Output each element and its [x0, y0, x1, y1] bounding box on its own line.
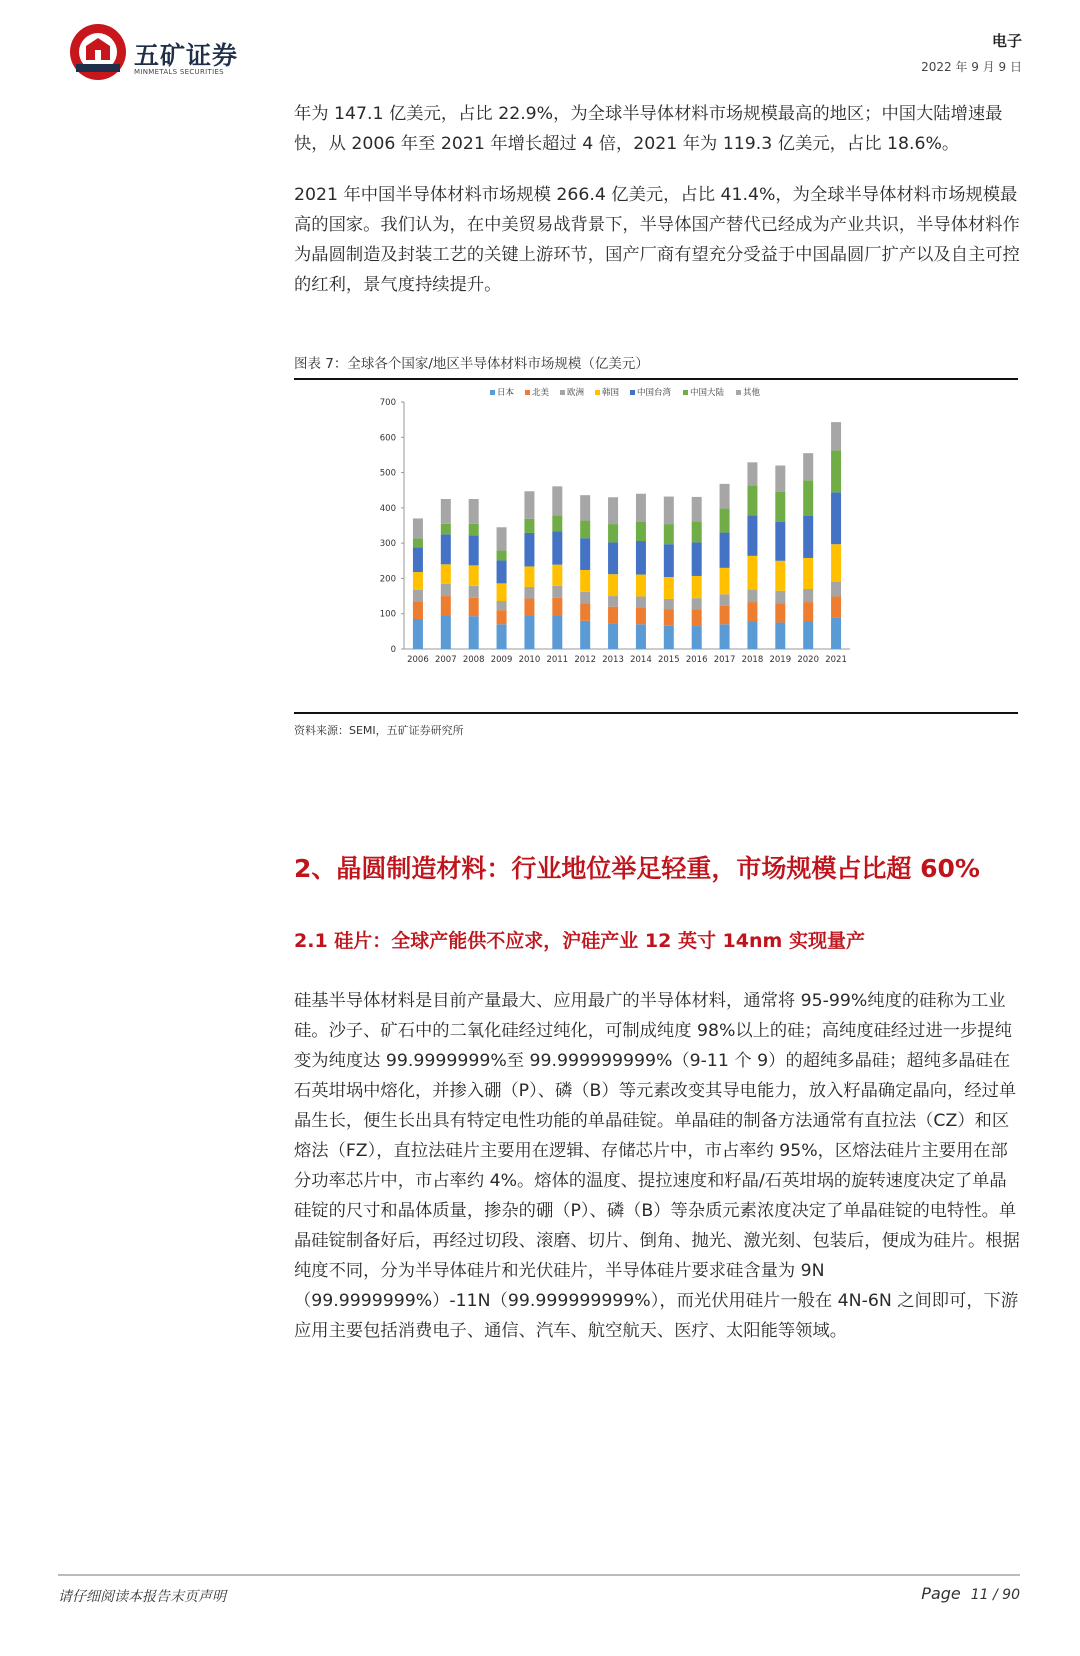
bar-segment	[608, 624, 618, 649]
bar-segment	[775, 603, 785, 622]
bar-segment	[469, 598, 479, 616]
y-tick-label: 200	[379, 574, 396, 585]
bar-segment	[497, 551, 507, 561]
bar-segment	[552, 565, 562, 586]
bar-segment	[747, 621, 757, 649]
bar-segment	[831, 582, 841, 597]
bar-segment	[747, 485, 757, 515]
bar-segment	[497, 583, 507, 601]
bar-segment	[803, 589, 813, 602]
bar-segment	[747, 515, 757, 556]
bar-segment	[747, 602, 757, 621]
bar-segment	[552, 586, 562, 598]
bar-segment	[469, 535, 479, 565]
y-tick-label: 300	[379, 539, 396, 550]
bar-segment	[636, 607, 646, 624]
bar-segment	[524, 533, 534, 567]
bar-segment	[664, 524, 674, 544]
x-tick-label: 2007	[434, 655, 457, 665]
bar-segment	[803, 621, 813, 649]
figure-bottom-rule	[294, 712, 1018, 714]
x-tick-label: 2019	[769, 655, 792, 665]
y-tick-label: 100	[379, 609, 396, 620]
x-tick-label: 2011	[546, 655, 569, 665]
report-sector: 电子	[991, 32, 1022, 50]
bar-segment	[497, 601, 507, 610]
bar-segment	[608, 574, 618, 596]
bar-segment	[720, 484, 730, 509]
bar-segment	[497, 624, 507, 649]
bar-segment	[664, 599, 674, 610]
legend-swatch	[630, 390, 635, 395]
bar-segment	[469, 586, 479, 598]
bar-segment	[803, 558, 813, 589]
bar-segment	[413, 547, 423, 572]
figure-caption: 图表 7：全球各个国家/地区半导体材料市场规模（亿美元）	[294, 356, 649, 372]
bar-segment	[720, 533, 730, 568]
brand-name-cn: 五矿证券	[134, 41, 239, 70]
bar-segment	[831, 492, 841, 544]
legend-label: 中国台湾	[637, 388, 672, 398]
bar-segment	[720, 509, 730, 533]
y-tick-label: 600	[379, 433, 396, 444]
bar-segment	[608, 542, 618, 574]
bar-segment	[831, 450, 841, 492]
report-date: 2022 年 9 月 9 日	[921, 60, 1022, 74]
paragraph-2: 2021 年中国半导体材料市场规模 266.4 亿美元，占比 41.4%，为全球半导体材料市场规模最高的国家。我们认为，在中美贸易战背景下，半导体国产替代已经成为产业共识，半导体材料作为晶圆制造及封装工艺的关键上游环节，国产厂商有望充分受益于中国晶圆厂扩产以及自主可控的红利，景气度持续提升。	[294, 185, 1020, 295]
bar-segment	[692, 626, 702, 649]
bar-segment	[636, 541, 646, 575]
bar-segment	[831, 618, 841, 649]
bar-segment	[608, 607, 618, 624]
bar-segment	[720, 594, 730, 606]
x-tick-label: 2014	[630, 655, 652, 665]
y-tick-label: 400	[379, 503, 396, 514]
bar-segment	[497, 527, 507, 550]
bar-segment	[831, 544, 841, 581]
bar-segment	[413, 590, 423, 602]
x-tick-label: 2020	[797, 655, 820, 665]
bar-segment	[608, 497, 618, 524]
legend-label: 北美	[532, 388, 550, 398]
legend-label: 韩国	[602, 388, 620, 398]
bar-segment	[441, 596, 451, 615]
bar-segment	[580, 495, 590, 520]
bar-segment	[552, 598, 562, 616]
page-label: Page	[921, 1584, 961, 1603]
paragraph-3: 硅基半导体材料是目前产量最大、应用最广的半导体材料，通常将 95-99%纯度的硅称为工业硅。沙子、矿石中的二氧化硅经过纯化，可制成纯度 98%以上的硅；高纯度硅经过进一步提纯变为纯度达 99.9999999%至 99.999999999%（9-11 个 9）的超纯多晶硅；超纯多晶硅在石英坩埚中熔化，并掺入硼（P）、磷（B）等元素改变其导电能力，放入籽晶确定晶向，经过单晶生长，便生长出具有特定电性功能的单晶硅锭。单晶硅的制备方法通常有直拉法（CZ）和区熔法（FZ），直拉法硅片主要用在逻辑、存储芯片中，市占率约 95%，区熔法硅片主要用在部分功率芯片中，市占率约 4%。熔体的温度、提拉速度和籽晶/石英坩埚的旋转速度决定了单晶硅锭的尺寸和晶体质量，掺杂的硼（P）、磷（B）等杂质元素浓度决定了单晶硅锭的电特性。单晶硅锭制备好后，再经过切段、滚磨、切片、倒角、抛光、激光刻、包装后，便成为硅片。根据纯度不同，分为半导体硅片和光伏硅片，半导体硅片要求硅含量为 9N（99.9999999%）-11N（99.999999999%），而光伏用硅片一般在 4N-6N 之间即可，下游应用主要包括消费电子、通信、汽车、航空航天、医疗、太阳能等领域。	[294, 991, 1020, 1341]
subsection-heading: 2.1 硅片：全球产能供不应求，沪硅产业 12 英寸 14nm 实现量产	[294, 930, 865, 952]
bar-segment	[524, 587, 534, 599]
bar-segment	[664, 626, 674, 649]
x-tick-label: 2008	[462, 655, 485, 665]
bar-segment	[469, 565, 479, 585]
bar-segment	[692, 598, 702, 609]
bar-segment	[552, 531, 562, 565]
x-tick-label: 2015	[657, 655, 680, 665]
bar-segment	[692, 497, 702, 521]
bar-segment	[580, 592, 590, 603]
bar-segment	[469, 524, 479, 536]
page-indicator	[921, 1584, 1020, 1603]
bar-segment	[441, 499, 451, 524]
bar-segment	[803, 480, 813, 515]
bar-segment	[664, 609, 674, 625]
bar-segment	[692, 542, 702, 576]
bar-segment	[524, 491, 534, 519]
bar-segment	[608, 596, 618, 607]
bar-segment	[775, 623, 785, 649]
bar-segment	[775, 591, 785, 603]
x-tick-label: 2012	[574, 655, 597, 665]
legend-label: 日本	[497, 388, 515, 398]
bar-segment	[497, 610, 507, 624]
bar-segment	[469, 499, 479, 524]
bar-segment	[636, 494, 646, 522]
x-tick-label: 2009	[490, 655, 513, 665]
bar-segment	[831, 422, 841, 450]
bar-segment	[692, 609, 702, 626]
x-tick-label: 2013	[602, 655, 624, 665]
bar-segment	[441, 534, 451, 564]
x-tick-label: 2021	[825, 655, 847, 665]
bar-segment	[552, 486, 562, 515]
bar-segment	[747, 589, 757, 602]
paragraph-1: 年为 147.1 亿美元，占比 22.9%，为全球半导体材料市场规模最高的地区；中国大陆增速最快，从 2006 年至 2021 年增长超过 4 倍，2021 年为 119.3 亿美元，占比 18.6%。	[294, 104, 1003, 154]
footer-disclaimer: 请仔细阅读本报告末页声明	[58, 1589, 226, 1605]
bar-segment	[580, 603, 590, 621]
bar-segment	[413, 572, 423, 590]
bar-segment	[747, 462, 757, 485]
bar-segment	[775, 492, 785, 522]
bar-segment	[636, 575, 646, 597]
bar-segment	[580, 521, 590, 539]
x-tick-label: 2006	[407, 655, 429, 665]
bar-segment	[636, 624, 646, 649]
bar-segment	[469, 616, 479, 649]
bar-segment	[497, 560, 507, 583]
bar-segment	[524, 566, 534, 586]
bar-segment	[775, 522, 785, 561]
bar-segment	[803, 453, 813, 480]
legend-swatch	[560, 390, 565, 395]
bar-segment	[692, 521, 702, 542]
bar-segment	[580, 570, 590, 592]
stacked-bar-chart	[294, 382, 1018, 710]
bar-segment	[664, 577, 674, 599]
brand-name-en: MINMETALS SECURITIES	[134, 68, 224, 76]
bar-segment	[413, 619, 423, 649]
x-tick-label: 2016	[685, 655, 708, 665]
footer-rule	[58, 1574, 1020, 1576]
bar-segment	[636, 522, 646, 541]
bar-segment	[413, 539, 423, 548]
bar-segment	[608, 524, 618, 542]
bar-segment	[413, 518, 423, 538]
bar-segment	[413, 601, 423, 619]
figure-top-rule	[294, 378, 1018, 380]
bar-segment	[580, 538, 590, 570]
bar-segment	[441, 584, 451, 596]
bar-segment	[664, 544, 674, 577]
page-number: 11 / 90	[970, 1587, 1020, 1603]
bar-segment	[747, 556, 757, 590]
bar-segment	[803, 516, 813, 558]
bar-segment	[524, 615, 534, 649]
bar-segment	[441, 524, 451, 535]
minmetals-logo	[68, 22, 128, 82]
section-heading: 2、晶圆制造材料：行业地位举足轻重，市场规模占比超 60%	[294, 854, 980, 883]
bar-segment	[803, 602, 813, 621]
x-tick-label: 2010	[518, 655, 541, 665]
legend-swatch	[595, 390, 600, 395]
y-tick-label: 700	[379, 398, 396, 408]
legend-swatch	[683, 390, 688, 395]
bar-segment	[692, 576, 702, 598]
bar-segment	[552, 615, 562, 649]
bar-segment	[580, 621, 590, 649]
bar-segment	[720, 606, 730, 624]
bar-segment	[524, 599, 534, 616]
legend-label: 欧洲	[567, 388, 585, 398]
y-tick-label: 0	[390, 645, 396, 655]
figure-source: 资料来源：SEMI，五矿证券研究所	[294, 724, 464, 737]
x-tick-label: 2017	[713, 655, 736, 665]
bar-segment	[775, 466, 785, 492]
legend-label: 其他	[743, 388, 761, 398]
bar-segment	[636, 596, 646, 607]
bar-segment	[552, 515, 562, 531]
legend-label: 中国大陆	[690, 388, 725, 398]
bar-segment	[524, 519, 534, 533]
legend-swatch	[490, 390, 495, 395]
bar-segment	[720, 568, 730, 594]
bar-segment	[441, 564, 451, 583]
legend-swatch	[525, 390, 530, 395]
bar-segment	[775, 561, 785, 591]
bar-segment	[720, 624, 730, 649]
bar-segment	[831, 596, 841, 617]
bar-segment	[664, 497, 674, 525]
x-tick-label: 2018	[741, 655, 764, 665]
y-tick-label: 500	[379, 468, 396, 479]
bar-segment	[441, 615, 451, 649]
legend-swatch	[736, 390, 741, 395]
